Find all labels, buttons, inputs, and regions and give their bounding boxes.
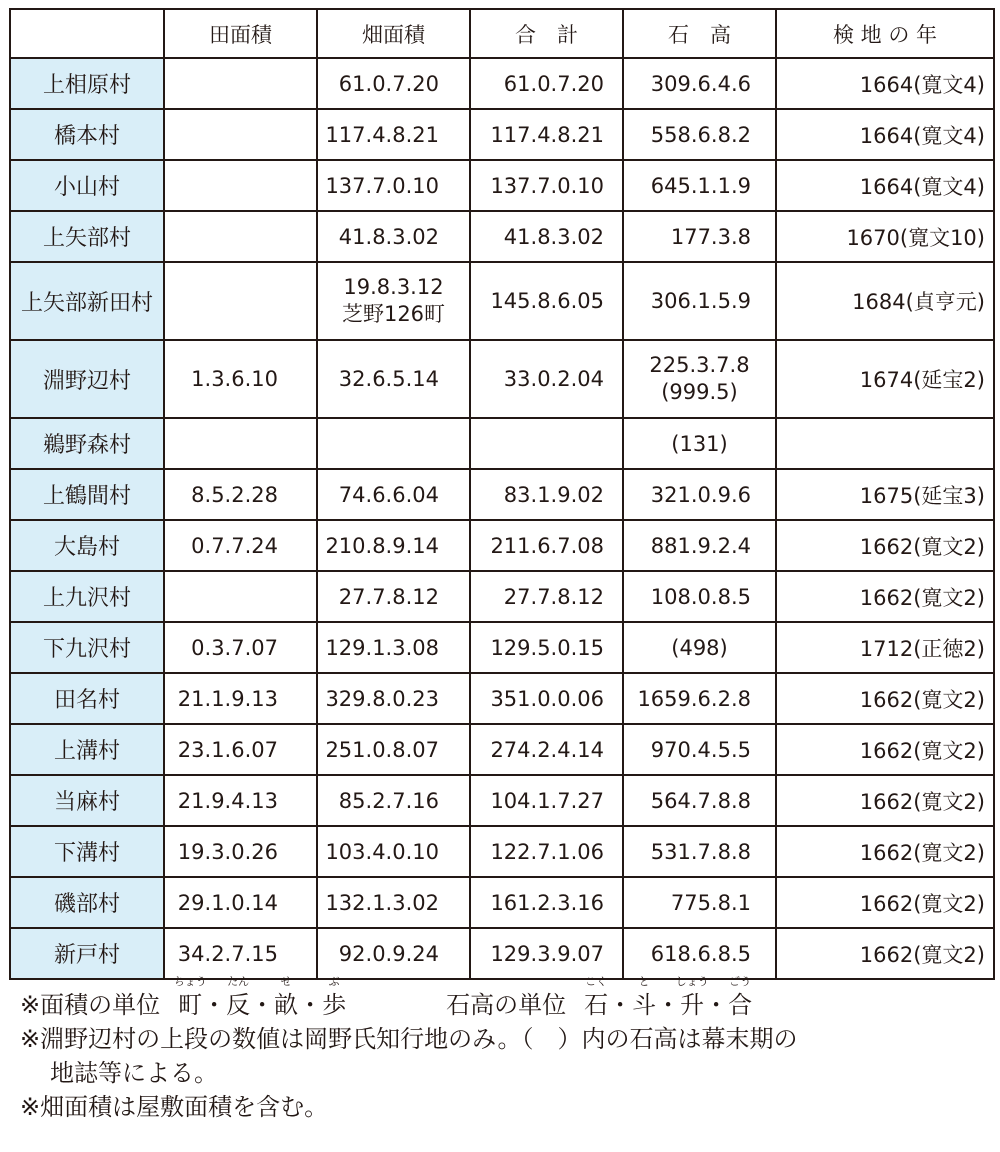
rice-field-area-cell <box>164 211 317 262</box>
survey-year-cell: 1664(寛文4) <box>776 109 994 160</box>
kokudaka-cell <box>623 58 776 109</box>
survey-year-cell: 1662(寛文2) <box>776 877 994 928</box>
rice-field-area-cell: 19.3.0.26 <box>164 826 317 877</box>
area-separator: ・ <box>298 991 323 1019</box>
note-units <box>20 975 995 1022</box>
kokudaka-line: (131) <box>671 431 728 456</box>
upland-field-area-cell <box>317 58 470 109</box>
kokudaka-cell <box>623 211 776 262</box>
area-ruby: たん <box>227 975 250 988</box>
area-separator: ・ <box>250 991 275 1019</box>
rice-field-area-cell: 34.2.7.15 <box>164 928 317 979</box>
total-area-cell: 274.2.4.14 <box>470 724 623 775</box>
total-area-cell: 129.3.9.07 <box>470 928 623 979</box>
kokudaka-line: 881.9.2.4 <box>650 533 751 558</box>
kokudaka-units <box>584 975 753 1022</box>
upland-field-area-cell <box>317 877 470 928</box>
upland-field-area-line: 芝野126町 <box>341 302 446 326</box>
kokudaka-line: 108.0.8.5 <box>650 584 751 609</box>
rice-field-area-cell <box>164 109 317 160</box>
total-area-cell: 211.6.7.08 <box>470 520 623 571</box>
area-ruby: ちょう <box>173 975 207 988</box>
survey-year-cell: 1664(寛文4) <box>776 58 994 109</box>
upland-field-area-cell <box>317 571 470 622</box>
kokudaka-line: 618.6.8.5 <box>650 941 751 966</box>
table-row <box>10 571 994 622</box>
table-row <box>10 928 994 979</box>
kokudaka-line: 309.6.4.6 <box>650 71 751 96</box>
upland-field-area-line: 132.1.3.02 <box>325 890 439 915</box>
upland-field-area-line: 27.7.8.12 <box>338 584 439 609</box>
village-name: 橋本村 <box>10 109 164 160</box>
table-row <box>10 877 994 928</box>
kokudaka-cell <box>623 340 776 418</box>
kokudaka-line: 645.1.1.9 <box>650 173 751 198</box>
header-upland-field-area: 畑面積 <box>317 9 470 58</box>
survey-year-cell: 1662(寛文2) <box>776 571 994 622</box>
footnotes <box>20 975 995 1124</box>
village-name: 小山村 <box>10 160 164 211</box>
upland-field-area-line: 85.2.7.16 <box>338 788 439 813</box>
kokudaka-cell <box>623 469 776 520</box>
kokudaka-unit: 升 <box>680 991 705 1019</box>
upland-field-area-line: 210.8.9.14 <box>325 533 439 558</box>
rice-field-area-cell: 8.5.2.28 <box>164 469 317 520</box>
kokudaka-ruby: ごう <box>729 975 752 988</box>
upland-field-area-line: 19.8.3.12 <box>343 275 444 299</box>
kokudaka-line: 970.4.5.5 <box>650 737 751 762</box>
upland-field-area-cell <box>317 724 470 775</box>
note-area-label: ※面積の単位 <box>20 991 161 1019</box>
survey-year-cell: 1662(寛文2) <box>776 826 994 877</box>
kokudaka-cell <box>623 418 776 469</box>
total-area-cell: 137.7.0.10 <box>470 160 623 211</box>
total-area-cell: 61.0.7.20 <box>470 58 623 109</box>
village-name: 上鶴間村 <box>10 469 164 520</box>
rice-field-area-cell <box>164 571 317 622</box>
village-name: 上矢部村 <box>10 211 164 262</box>
upland-field-area-cell <box>317 211 470 262</box>
total-area-cell: 145.8.6.05 <box>470 262 623 340</box>
header-total: 合 計 <box>470 9 623 58</box>
area-unit: 反 <box>226 991 251 1019</box>
rice-field-area-cell: 1.3.6.10 <box>164 340 317 418</box>
upland-field-area-line: 251.0.8.07 <box>325 737 439 762</box>
header-row <box>10 9 994 58</box>
kokudaka-line: 225.3.7.8 <box>649 353 750 377</box>
village-name: 新戸村 <box>10 928 164 979</box>
total-area-cell: 33.0.2.04 <box>470 340 623 418</box>
upland-field-area-line: 117.4.8.21 <box>325 122 439 147</box>
kokudaka-cell <box>623 262 776 340</box>
header-kokudaka: 石 高 <box>623 9 776 58</box>
survey-year-cell: 1662(寛文2) <box>776 928 994 979</box>
table-row <box>10 109 994 160</box>
rice-field-area-cell: 23.1.6.07 <box>164 724 317 775</box>
rice-field-area-cell <box>164 418 317 469</box>
table-row <box>10 826 994 877</box>
survey-year-cell: 1712(正徳2) <box>776 622 994 673</box>
table-row <box>10 673 994 724</box>
kokudaka-cell <box>623 724 776 775</box>
kokudaka-line: (999.5) <box>661 380 738 404</box>
total-area-cell: 83.1.9.02 <box>470 469 623 520</box>
village-name: 鵜野森村 <box>10 418 164 469</box>
rice-field-area-cell: 29.1.0.14 <box>164 877 317 928</box>
table-row <box>10 211 994 262</box>
upland-field-area-line: 32.6.5.14 <box>338 367 439 391</box>
upland-field-area-line: 61.0.7.20 <box>338 71 439 96</box>
village-name: 上矢部新田村 <box>10 262 164 340</box>
note-hata-area: ※畑面積は屋敷面積を含む。 <box>20 1093 329 1121</box>
rice-field-area-cell <box>164 262 317 340</box>
kokudaka-ruby: と <box>638 975 650 988</box>
table-row <box>10 469 994 520</box>
total-area-cell: 122.7.1.06 <box>470 826 623 877</box>
rice-field-area-cell <box>164 160 317 211</box>
upland-field-area-cell <box>317 262 470 340</box>
upland-field-area-line: 92.0.9.24 <box>338 941 439 966</box>
kokudaka-line: (498) <box>671 635 728 660</box>
kokudaka-separator: ・ <box>704 991 729 1019</box>
table-row <box>10 724 994 775</box>
rice-field-area-cell: 0.7.7.24 <box>164 520 317 571</box>
kokudaka-ruby: しょう <box>675 975 709 988</box>
survey-year-cell: 1662(寛文2) <box>776 673 994 724</box>
kokudaka-line: 321.0.9.6 <box>650 482 751 507</box>
upland-field-area-cell <box>317 928 470 979</box>
area-unit: 畝 <box>274 991 299 1019</box>
survey-year-cell: 1662(寛文2) <box>776 724 994 775</box>
upland-field-area-line: 129.1.3.08 <box>325 635 439 660</box>
kokudaka-cell <box>623 160 776 211</box>
note-kokudaka-label: 石高の単位 <box>446 991 567 1019</box>
upland-field-area-cell <box>317 673 470 724</box>
kokudaka-line: 531.7.8.8 <box>650 839 751 864</box>
header-village <box>10 9 164 58</box>
table-row <box>10 418 994 469</box>
table-row <box>10 160 994 211</box>
village-name: 上九沢村 <box>10 571 164 622</box>
kokudaka-cell <box>623 877 776 928</box>
survey-year-cell: 1662(寛文2) <box>776 775 994 826</box>
kokudaka-cell <box>623 109 776 160</box>
survey-year-cell: 1664(寛文4) <box>776 160 994 211</box>
total-area-cell: 104.1.7.27 <box>470 775 623 826</box>
kokudaka-cell <box>623 520 776 571</box>
village-name: 下九沢村 <box>10 622 164 673</box>
survey-year-cell <box>776 418 994 469</box>
upland-field-area-cell <box>317 109 470 160</box>
table-row <box>10 262 994 340</box>
village-name: 上相原村 <box>10 58 164 109</box>
kokudaka-cell <box>623 571 776 622</box>
total-area-cell: 117.4.8.21 <box>470 109 623 160</box>
survey-year-cell: 1670(寛文10) <box>776 211 994 262</box>
kokudaka-unit: 石 <box>584 991 609 1019</box>
total-area-cell: 161.2.3.16 <box>470 877 623 928</box>
total-area-cell: 129.5.0.15 <box>470 622 623 673</box>
upland-field-area-cell <box>317 520 470 571</box>
upland-field-area-line: 329.8.0.23 <box>325 686 439 711</box>
kokudaka-line: 775.8.1 <box>670 890 751 915</box>
kokudaka-cell <box>623 826 776 877</box>
kokudaka-unit: 斗 <box>632 991 657 1019</box>
kokudaka-ruby: こく <box>585 975 608 988</box>
rice-field-area-cell: 21.9.4.13 <box>164 775 317 826</box>
area-ruby: ぶ <box>328 975 340 988</box>
rice-field-area-cell: 0.3.7.07 <box>164 622 317 673</box>
area-unit: 歩 <box>322 991 347 1019</box>
upland-field-area-line: 74.6.6.04 <box>338 482 439 507</box>
village-name: 磯部村 <box>10 877 164 928</box>
kokudaka-line: 1659.6.2.8 <box>637 686 751 711</box>
table-row <box>10 622 994 673</box>
total-area-cell: 351.0.0.06 <box>470 673 623 724</box>
upland-field-area-cell <box>317 160 470 211</box>
kokudaka-line: 558.6.8.2 <box>650 122 751 147</box>
table-row <box>10 520 994 571</box>
survey-year-cell: 1674(延宝2) <box>776 340 994 418</box>
header-rice-field-area: 田面積 <box>164 9 317 58</box>
kokudaka-cell <box>623 775 776 826</box>
area-units <box>173 975 347 1022</box>
upland-field-area-cell <box>317 622 470 673</box>
kokudaka-line: 564.7.8.8 <box>650 788 751 813</box>
total-area-cell: 41.8.3.02 <box>470 211 623 262</box>
kokudaka-cell <box>623 673 776 724</box>
note-fuchinobe: ※淵野辺村の上段の数値は岡野氏知行地のみ。（ ）内の石高は幕末期の <box>20 1025 798 1053</box>
note-fuchinobe-cont: 地誌等による。 <box>50 1059 218 1087</box>
upland-field-area-cell <box>317 826 470 877</box>
table-row <box>10 340 994 418</box>
table-row <box>10 775 994 826</box>
survey-year-cell: 1675(延宝3) <box>776 469 994 520</box>
upland-field-area-cell <box>317 469 470 520</box>
table-row <box>10 58 994 109</box>
survey-year-cell: 1684(貞亨元) <box>776 262 994 340</box>
rice-field-area-cell <box>164 58 317 109</box>
upland-field-area-cell <box>317 418 470 469</box>
total-area-cell <box>470 418 623 469</box>
upland-field-area-cell <box>317 775 470 826</box>
village-name: 上溝村 <box>10 724 164 775</box>
area-ruby: せ <box>280 975 292 988</box>
upland-field-area-line: 103.4.0.10 <box>325 839 439 864</box>
village-name: 田名村 <box>10 673 164 724</box>
kokudaka-separator: ・ <box>656 991 681 1019</box>
upland-field-area-line: 41.8.3.02 <box>338 224 439 249</box>
header-survey-year: 検 地 の 年 <box>776 9 994 58</box>
upland-field-area-line: 137.7.0.10 <box>325 173 439 198</box>
kokudaka-line: 177.3.8 <box>670 224 751 249</box>
village-name: 大島村 <box>10 520 164 571</box>
land-survey-table <box>9 8 995 980</box>
area-unit: 町 <box>178 991 203 1019</box>
kokudaka-cell <box>623 928 776 979</box>
village-name: 当麻村 <box>10 775 164 826</box>
rice-field-area-cell: 21.1.9.13 <box>164 673 317 724</box>
kokudaka-separator: ・ <box>608 991 633 1019</box>
kokudaka-unit: 合 <box>728 991 753 1019</box>
kokudaka-line: 306.1.5.9 <box>650 289 751 313</box>
village-name: 淵野辺村 <box>10 340 164 418</box>
area-separator: ・ <box>202 991 227 1019</box>
survey-year-cell: 1662(寛文2) <box>776 520 994 571</box>
upland-field-area-cell <box>317 340 470 418</box>
kokudaka-cell <box>623 622 776 673</box>
total-area-cell: 27.7.8.12 <box>470 571 623 622</box>
village-name: 下溝村 <box>10 826 164 877</box>
